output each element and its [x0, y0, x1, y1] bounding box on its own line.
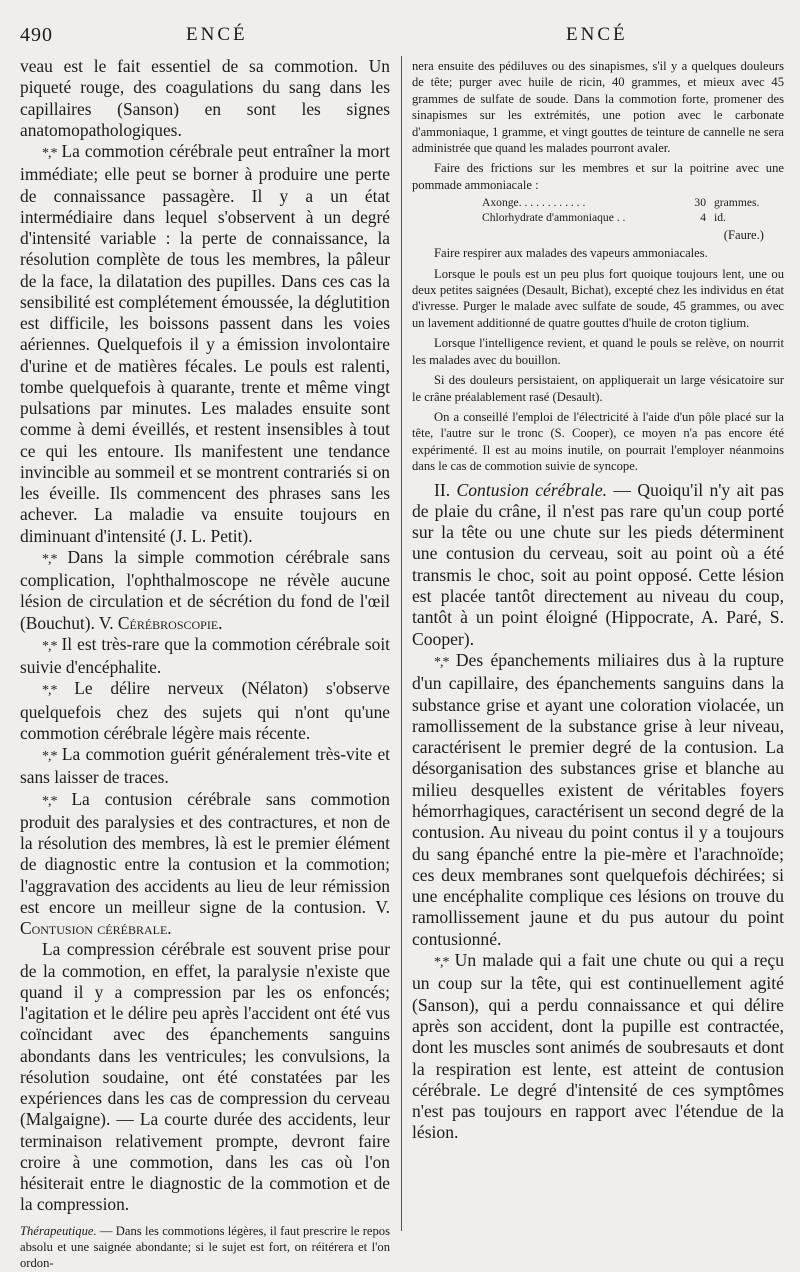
section-marker: *,*	[42, 551, 57, 567]
paragraph: On a conseillé l'emploi de l'électricité à l'aide d'un pôle placé sur la tête, l'autre sur le tronc (S. Cooper), ce moyen n'a pas encore été expérimenté. Il est au moins inutile, on pourrait l'employer néanmoins dans le cas de commotion suivie de syncope.	[412, 409, 784, 474]
paragraph: *,* Des épanchements miliaires dus à la rupture d'un capillaire, des épanchements sanguins dans la substance grise et ayant une coloration violacée, un ramollissement de la substance grise à leur niveau, caractérisent le premier degré de la contusion. La désorganisation des substances grise et blanche au milieu desquelles existent de véritables foyers hémorrhagiques, caractérisent un second degré de la contusion. Au niveau du point contus il y a toujours du sang épanché entre la pie-mère et l'arachnoïde; ces deux membranes sont quelquefois déchirées; si une encéphalite complique ces lésions on trouve du ramollissement jaune et du pus autour du point contusionné.	[412, 649, 784, 949]
column-divider	[401, 56, 402, 1231]
right-running-head: ENCÉ	[566, 24, 628, 45]
paragraph: *,* Le délire nerveux (Nélaton) s'observe quelquefois chez des sujets qui n'ont qu'une commotion cérébrale légère mais récente.	[20, 678, 390, 743]
cross-reference: Contusion cérébrale.	[20, 918, 172, 938]
left-running-head: ENCÉ	[186, 24, 248, 45]
recipe-author: (Faure.)	[723, 228, 764, 243]
section-marker: *,*	[434, 654, 449, 670]
paragraph: *,* Un malade qui a fait une chute ou qui a reçu un coup sur la tête, qui est continuellement agité (Sanson), qui a perdu connaissance et qui délire après son accident, dont la pupille est contractée, dont les muscles sont animés de soubresauts et dont la respiration est lente, est atteint de contusion cérébrale. Le degré d'intensité de ces symptômes n'est pas toujours en rapport avec l'étendue de la lésion.	[412, 950, 784, 1143]
paragraph: *,* La commotion guérit généralement très-vite et sans laisser de traces.	[20, 744, 390, 788]
recipe-row: Axonge. . . . . . . . . . . . 30 grammes.	[482, 196, 760, 210]
paragraph: Faire des frictions sur les membres et sur la poitrine avec une pommade ammoniacale :	[412, 161, 784, 192]
paragraph: La compression cérébrale est souvent prise pour de la commotion, en effet, la paralysie n'existe que quand il y a compression par les os enfoncés; l'agitation et le délire peu après l'accident ont été vus coïncidant avec des épanchements sanguins abondants dans les ventricules; les convulsions, la résolution soudaine, ont été constatées par les expériences dans les cas de compression du cerveau (Malgaigne). — La courte durée des accidents, leur terminaison relativement prompte, devront faire croire à une commotion, dans les cas où l'on hésiterait entre le diagnostic de la commotion et de la compression.	[20, 939, 390, 1215]
right-column	[412, 56, 784, 1236]
paragraph: *,* La commotion cérébrale peut entraîner la mort immédiate; elle peut se borner à produire une perte de connaissance passagère. Il y a un état intermédiaire dans lequel s'observent à un degré d'intensité variable : la perte de connaissance, la résolution complète de tous les membres, la pâleur de la face, la dilatation des pupilles. Dans ces cas la sensibilité est complétement émoussée, la déglutition est difficile, les boissons passent dans les voies aériennes. Quelquefois il y a émission involontaire d'urine et de matières fécales. Le pouls est ralenti, tombe quelquefois à quarante, trente et même vingt pulsations par minutes. Les malades ensuite sont comme à demi éveillés, et restent insensibles à tout ce qui les entoure. Ils manifestent une tendance invincible au sommeil et se montrent contrariés si on les éveille. Ils commencent des phrases sans les achever. La maladie va ensuite toujours en diminuant d'intensité (J. L. Petit).	[20, 141, 390, 546]
section-marker: *,*	[42, 793, 57, 809]
paragraph: *,* La contusion cérébrale sans commotion produit des paralysies et des contractures, et non de la résolution des membres, là est le premier élément de diagnostic entre la contusion et la commotion; l'aggravation des accidents au lieu de leur rémission est encore un meilleur signe de la contusion. V. Contusion cérébrale.	[20, 788, 390, 938]
paragraph: Si des douleurs persistaient, on appliquerait un large vésicatoire sur le crâne préalablement rasé (Desault).	[412, 373, 784, 404]
page-header	[0, 18, 800, 46]
paragraph: *,* Il est très-rare que la commotion cérébrale soit suivie d'encéphalite.	[20, 633, 390, 677]
recipe-table	[412, 195, 784, 225]
paragraph: Lorsque le pouls est un peu plus fort quoique toujours lent, une ou deux petites saignées (Desault, Bichat), excepté chez les individus en état d'ivresse. Purger le malade avec sulfate de soude, 45 grammes, ou avec un lavement additionné de quatre gouttes d'huile de croton tiglium.	[412, 266, 784, 330]
section-marker: *,*	[42, 638, 57, 654]
recipe-row: Chlorhydrate d'ammoniaque . . 4 id.	[482, 211, 726, 225]
section-marker: *,*	[42, 146, 57, 161]
page-number: 490	[20, 24, 53, 46]
therapy-paragraph: Thérapeutique. — Dans les commotions légères, il faut prescrire le repos absolu et une saignée abondante; si le sujet est fort, on réitérera et l'on ordon-	[20, 1223, 390, 1271]
paragraph: veau est le fait essentiel de sa commotion. Un piqueté rouge, des coagulations du sang dans les capillaires (Sanson) en sont les signes anatomopathologiques.	[20, 56, 390, 140]
paragraph: Lorsque l'intelligence revient, et quand le pouls se relève, on nourrit les malades avec du bouillon.	[412, 336, 784, 367]
section-number: II.	[434, 479, 457, 500]
paragraph: Faire respirer aux malades des vapeurs ammoniacales.	[434, 246, 708, 261]
therapy-label: Thérapeutique.	[20, 1223, 97, 1238]
cross-reference: Cérébroscopie.	[117, 612, 223, 633]
section-title: Contusion cérébrale.	[456, 479, 608, 500]
section-marker: *,*	[42, 749, 57, 764]
section-heading-paragraph: II. Contusion cérébrale. — Quoiqu'il n'y ait pas de plaie du crâne, il n'est pas rare qu'un coup porté sur la tête ou une chute sur les pieds déterminent une contusion du cerveau, soit au point où a été transmis le choc, soit au point opposé. Cette lésion est placée tantôt directement au niveau du coup, tantôt à un point éloigné (Hippocrate, A. Paré, S. Cooper).	[412, 479, 785, 649]
left-column	[20, 56, 390, 1271]
section-marker: *,*	[42, 683, 57, 699]
section-marker: *,*	[434, 955, 449, 971]
paragraph: nera ensuite des pédiluves ou des sinapismes, s'il y a quelques douleurs de tête; purger avec huile de ricin, 40 grammes, et mieux avec 45 grammes de sulfate de soude. Dans la commotion forte, promener des sinapismes sur les extrémités, une potion avec le carbonate d'ammoniaque, 1 gramme, et vingt gouttes de teinture de cannelle ne sera administrée que quand les malades pourront avaler.	[412, 59, 784, 156]
paragraph: *,* Dans la simple commotion cérébrale sans complication, l'ophthalmoscope ne révèle aucune lésion de circulation et de sécrétion du fond de l'œil (Bouchut). V. Cérébroscopie.	[20, 546, 390, 633]
